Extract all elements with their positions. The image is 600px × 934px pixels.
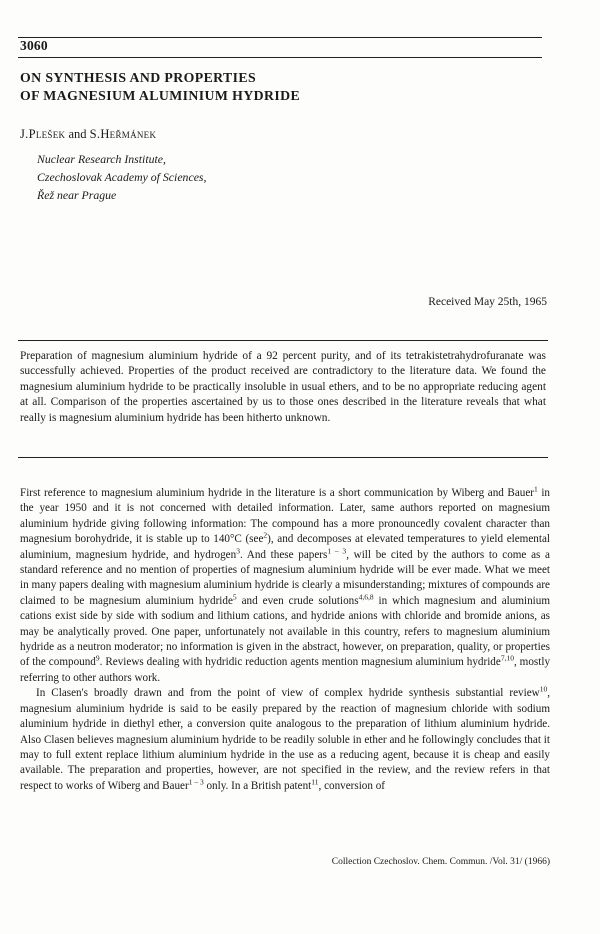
citation-ref: 2	[263, 530, 268, 540]
received-date: Received May 25th, 1965	[428, 296, 547, 308]
page-number: 3060	[20, 38, 48, 53]
header-rule	[18, 37, 542, 38]
author-plesek: J.Plešek	[20, 127, 66, 141]
author-line	[20, 127, 156, 142]
text-run: . Reviews dealing with hydridic reduction agents mention magnesium aluminium hydride	[99, 656, 501, 669]
abstract: Preparation of magnesium aluminium hydride of a 92 percent purity, and of its tetrakistetrahydrofuranate was successfully achieved. Properties of the product received are contradictory to the literature data. We found the magnesium aluminium hydride to be practically insoluble in usual ethers, and to be no appropriate reducing agent at all. Comparison of the properties ascertained by us to those ones described in the literature reveals that what really is magnesium aluminium hydride has been hitherto unknown.	[20, 350, 546, 424]
text-run: in which magnesium and aluminium cations exist side by side with sodium and lithium cations, and hydride anions with chloride and bromide anions, as may be analytically proved. One paper, unfortunately not available in this country, refers to magnesium aluminium hydride as a neutron moderator; no information is given in the abstract, however, on preparation, quality, or properties of the compound	[20, 594, 550, 669]
journal-footer: Collection Czechoslov. Chem. Commun. /Vol. 31/ (1966)	[331, 857, 550, 867]
affiliation-line-3: Řež near Prague	[37, 188, 117, 203]
affiliation-line-1: Nuclear Research Institute,	[37, 152, 166, 166]
citation-ref: 7,10	[500, 653, 514, 663]
text-run: ), and decomposes at elevated temperatures to yield elemental aluminium, magnesium hydride, and hydrogen	[20, 533, 550, 561]
text-run: , will be cited by the authors to come as a standard reference and no mention of properties of magnesium aluminium hydride will be ever made. What we meet in many papers dealing with magnesium aluminium hydride is clearly a misunderstanding; mixtures of compounds are claimed to be magnesium aluminium hydride	[20, 548, 550, 607]
article-title	[20, 69, 300, 105]
citation-ref: 1 – 3	[327, 545, 347, 555]
text-run: and even crude solutions	[236, 594, 359, 607]
text-run: , magnesium aluminium hydride is said to be easily prepared by the reaction of magnesium chloride with sodium aluminium hydride in diethyl ether, a conversion quite analogous to the preparation of lithium aluminium hydride. Also Clasen believes magnesium aluminium hydride to be readily soluble in ether and he followingly concludes that it may to full extent replace lithium aluminium hydride in the use as a reducing agent, because it is cheap and easily available. The preparation and properties, however, are not specified in the review, and the review refers in that respect to works of Wiberg and Bauer	[20, 687, 550, 792]
citation-ref: 3	[236, 545, 240, 555]
text-run: in the year 1950 and it is not concerned with detailed information. Later, same authors reported on magnesium aluminium hydride giving following information: The compound has a more pronouncedly covalent character than magnesium borohydride, it is stable up to 140°C (see	[20, 487, 550, 546]
author-conjunction: and	[68, 127, 87, 141]
citation-ref: 10	[539, 684, 548, 694]
header-underline	[18, 57, 542, 58]
article-body	[20, 486, 550, 794]
citation-ref: 1 – 3	[188, 777, 204, 786]
citation-ref: 1	[534, 484, 538, 494]
author-hermanek: S.Heřmánek	[89, 127, 157, 141]
abstract-top-rule	[18, 340, 548, 341]
abstract-bottom-rule	[18, 457, 548, 458]
affiliation	[37, 150, 206, 205]
text-run: First reference to magnesium aluminium hydride in the literature is a short communication by Wiberg and Bauer	[20, 487, 535, 499]
text-run: , mostly referring to other authors work.	[20, 656, 551, 684]
body-paragraph-2	[20, 686, 550, 794]
affiliation-line-2: Czechoslovak Academy of Sciences,	[37, 170, 207, 185]
title-line-1: ON SYNTHESIS AND PROPERTIES	[20, 70, 257, 85]
citation-ref: 11	[311, 777, 319, 786]
body-paragraph-1	[20, 486, 550, 686]
citation-ref: 9	[95, 653, 100, 663]
text-run: only. In a British patent	[203, 779, 312, 792]
citation-ref: 4,6,8	[358, 592, 374, 602]
citation-ref: 5	[232, 592, 237, 602]
text-run: In Clasen's broadly drawn and from the point of view of complex hydride synthesis substantial review	[36, 687, 540, 700]
title-line-2: OF MAGNESIUM ALUMINIUM HYDRIDE	[20, 88, 301, 103]
text-run: , conversion of	[318, 779, 386, 792]
text-run: . And these papers	[239, 548, 328, 561]
